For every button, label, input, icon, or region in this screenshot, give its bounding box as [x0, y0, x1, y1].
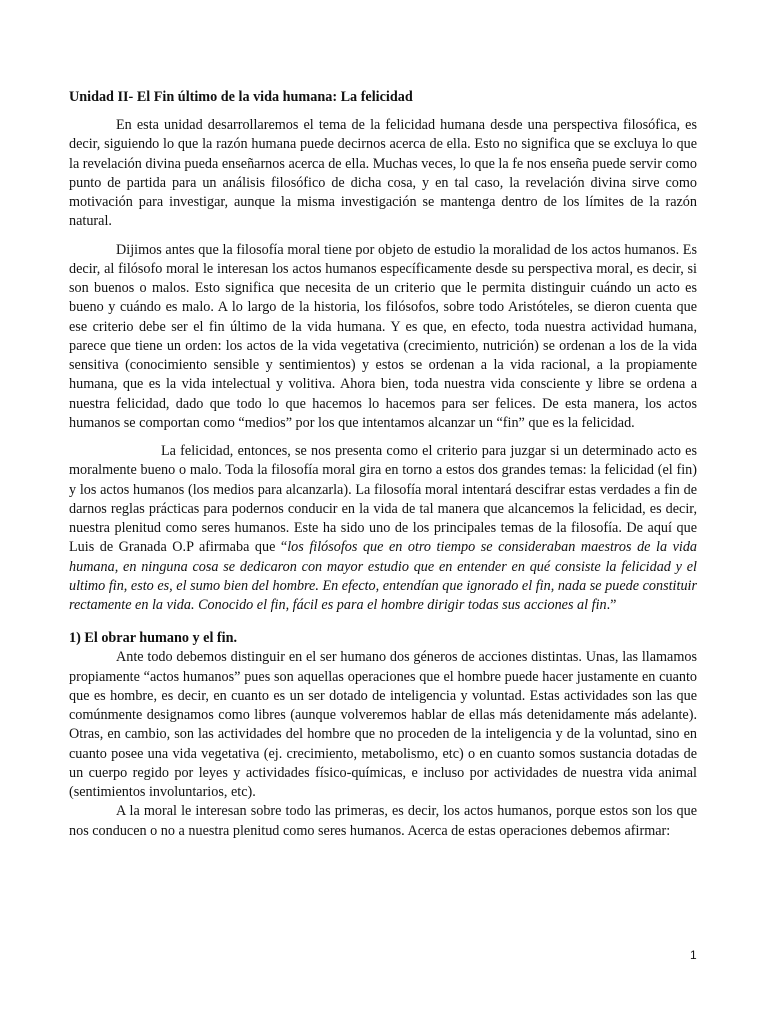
document-title: Unidad II- El Fin último de la vida humana: La felicidad [69, 89, 413, 105]
paragraph-human-actions: Ante todo debemos distinguir en el ser humano dos géneros de acciones distintas. Unas, las llamamos propiamente “actos humanos” pues son aquellas operaciones que el hombre puede hacer justamente en cuanto que es hombre, es decir, en cuanto es un ser dotado de inteligencia y voluntad. Estas actividades son las que comúnmente designamos como libres (aunque volveremos hablar de ellas más detenidamente más adelante). Otras, en cambio, son las actividades del hombre que no proceden de la inteligencia y de la voluntad, sino en cuanto posee una vida vegetativa (ej. crecimiento, metabolismo, etc) o en cuanto somos sustancia dotadas de un cuerpo regido por leyes y actividades físico-químicas, e incluso por actividades de nuestra vida animal (sentimientos involuntarios, etc). [69, 649, 697, 800]
document-page [69, 88, 697, 841]
paragraph-moral-criterion: Dijimos antes que la filosofía moral tiene por objeto de estudio la moralidad de los actos humanos. Es decir, al filósofo moral le interesan los actos humanos específicamente desde su perspectiva moral, es decir, si son buenos o malos. Esto significa que necesita de un criterio que le permita distinguir cuándo un acto es bueno y cuándo es malo. A lo largo de la historia, los filósofos, sobre todo Aristóteles, se dieron cuenta que ese criterio debe ser el fin último de la vida humana. Y es que, en efecto, toda nuestra actividad humana, parece que tiene un orden: los actos de la vida vegetativa (crecimiento, nutrición) se ordenan a los de la vida sensitiva (conocimiento sensible y sentimientos) y estos se ordenan a la vida racional, a la propiamente humana, que es la vida intelectual y volitiva. Ahora bien, toda nuestra vida consciente y libre se ordena a nuestra felicidad, dado que todo lo que hacemos lo hacemos para ser felices. De esta manera, los actos humanos se comportan como “medios” por los que intentamos alcanzar un “fin” que es la felicidad. [69, 241, 697, 431]
paragraph-intro: En esta unidad desarrollaremos el tema de la felicidad humana desde una perspectiva filosófica, es decir, siguiendo lo que la razón humana puede decirnos acerca de ella. Esto no significa que se excluya lo que la revelación divina pueda enseñarnos acerca de ella. Muchas veces, lo que la fe nos enseña puede servir como punto de partida para un análisis filosófico de dicha cosa, y en tal caso, la revelación divina sirve como motivación para investigar, aunque la misma investigación se mantenga dentro de los límites de la razón natural. [69, 117, 697, 230]
quote-luis-de-granada: los filósofos que en otro tiempo se consideraban maestros de la vida humana, en ninguna cosa se dedicaron con mayor estudio que en entender en qué consiste la felicidad y el ultimo fin, esto es, el sumo bien del hombre. En efecto, entendían que ignorado el fin, nada se puede constituir rectamente en la vida. Conocido el fin, fácil es para el hombre dirigir todas sus acciones al fin [69, 539, 698, 613]
paragraph-happiness-criterion [69, 442, 697, 615]
paragraph-text: La felicidad, entonces, se nos presenta como el criterio para juzgar si un determinado acto es moralmente bueno o malo. Toda la filosofía moral gira en torno a estos dos grandes temas: la felicidad (el fin) y los actos humanos (los medios para alcanzarla). La filosofía moral intentará descifrar estas verdades a fin de darnos reglas prácticas para podernos conducir en la vida de tal manera que alcancemos la felicidad, es decir, nuestra plenitud como seres humanos. Este ha sido uno de los principales temas de la filosofía. De aquí que Luis de Granada O.P afirmaba que “ [69, 443, 697, 556]
page-number: 1 [690, 948, 697, 962]
section-heading: 1) El obrar humano y el fin. [69, 630, 238, 647]
quote-closing: .” [606, 597, 617, 613]
paragraph-moral-interest: A la moral le interesan sobre todo las primeras, es decir, los actos humanos, porque estos son los que nos conducen o no a nuestra plenitud como seres humanos. Acerca de estas operaciones debemos afirmar: [69, 803, 697, 839]
